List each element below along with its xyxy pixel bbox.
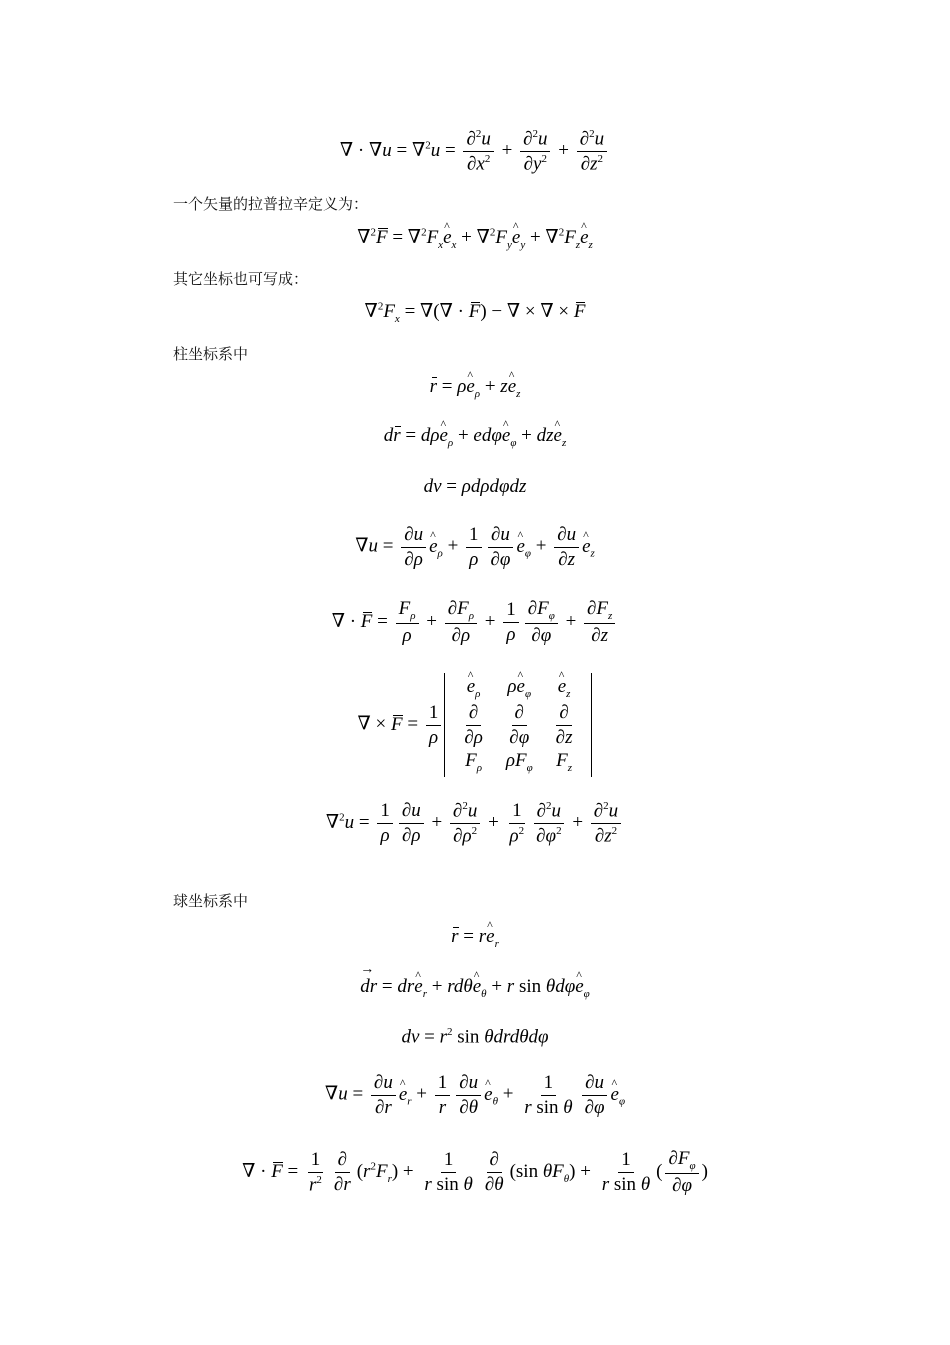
equation-cyl-dr: dr = dρ^ $e_\rho$ + edφ^ $e_\varphi$ + dz^ $e_z$ xyxy=(0,425,950,449)
equation-vector-identity: $\nabla^2F_x$ = ∇(∇ · F) − ∇ × ∇ × F xyxy=(364,300,586,325)
equation-vector-laplacian: $\nabla^2F = \nabla^2F_x\^{}$ $e_x$ + $\nabla^2F_y\^{}$ $e_y$ + $\nabla^2F_z\^{}$ $e_z$ xyxy=(0,226,950,251)
text-cylindrical: 柱坐标系中 xyxy=(173,345,249,363)
text-vector-laplace-def: 一个矢量的拉普拉辛定义为： xyxy=(173,195,369,213)
equation-cyl-curl: ∇ × F = $\frac{1}{\rho}$ ^ $e_\rho$ ρ^ $e_\varphi$ ^ $e_z$ ∂ ∂ρ ∂ ∂φ ∂ ∂z $F_\rho$ $\rho F_\varphi$ $F_z$ xyxy=(0,673,950,777)
equation-scalar-laplacian: ∇ · ∇u = ∇$^2$u = $\frac{\partial^2u}{\partial x^2}$ + $\frac{\partial^2u}{\partial y^2}$ + $\frac{\partial^2u}{\partial z^2}$ xyxy=(0,128,950,175)
equation-cyl-position: r = ρ^ $e_\rho$ + z^ $e_z$ xyxy=(0,376,950,400)
equation-cyl-dv: dv = ρdρdφdz xyxy=(423,476,527,497)
equation-cyl-gradient: ∇u = $\frac{\partial u}{\partial\rho}$ ^ $e_\rho$ + $\frac{1}{\rho}$ $\frac{\partial u}{\partial\varphi}$ ^ $e_\varphi$ + $\frac{\partial u}{\partial z}$ ^ $e_z$ xyxy=(0,524,950,571)
equation-sph-divergence: ∇ · F = $\frac{1}{r^2}$ ∂ ∂r $(r^2F_r)$ + $\frac{1}{\text{r sin θ}}$ ∂ ∂θ (sin $\theta F_\theta$) + $\frac{1}{\text{r sin θ}}$ ( $\frac{\partial F_\varphi}{\partial\varphi}$ ) xyxy=(242,1148,708,1197)
equation-sph-position: r = r^ $e_r$ xyxy=(0,926,950,950)
equation-sph-dr: → dr = dr^ $e_r$ + rdθ^ $e_\theta + r$ sin θdφ^ $e_\varphi$ xyxy=(0,976,950,1000)
equation-cyl-laplacian: ∇$^2$u = $\frac{1}{\rho}$ $\frac{\partial u}{\partial\rho}$ + $\frac{\partial^2u}{\partial\rho^2}$ + $\frac{1}{\rho^2}$ $\frac{\partial^2u}{\partial\varphi^2}$ + $\frac{\partial^2u}{\partial z^2}$ xyxy=(0,800,950,847)
equation-sph-gradient: ∇u = $\frac{\partial u}{\partial r}$ ^ $e_r$ + $\frac{1}{r}$ $\frac{\partial u}{\partial\theta}$ ^ $e_\theta$ + $\frac{1}{\text{r sin θ}}$ $\frac{\partial u}{\partial\varphi}$ ^ $e_\varphi$ xyxy=(0,1072,950,1119)
text-spherical: 球坐标系中 xyxy=(173,892,249,910)
equation-cyl-divergence: ∇ · F = $\frac{F_\rho}{\rho}$ + $\frac{\partial F_\rho}{\partial\rho}$ + $\frac{1}{\rho}$ $\frac{\partial F_\varphi}{\partial\varphi}$ + $\frac{\partial F_z}{\partial z}$ xyxy=(0,598,950,647)
equation-sph-dv: dv = $r^2$ sin θdrdθdφ xyxy=(401,1026,549,1048)
text-other-coords: 其它坐标也可写成： xyxy=(173,270,309,288)
